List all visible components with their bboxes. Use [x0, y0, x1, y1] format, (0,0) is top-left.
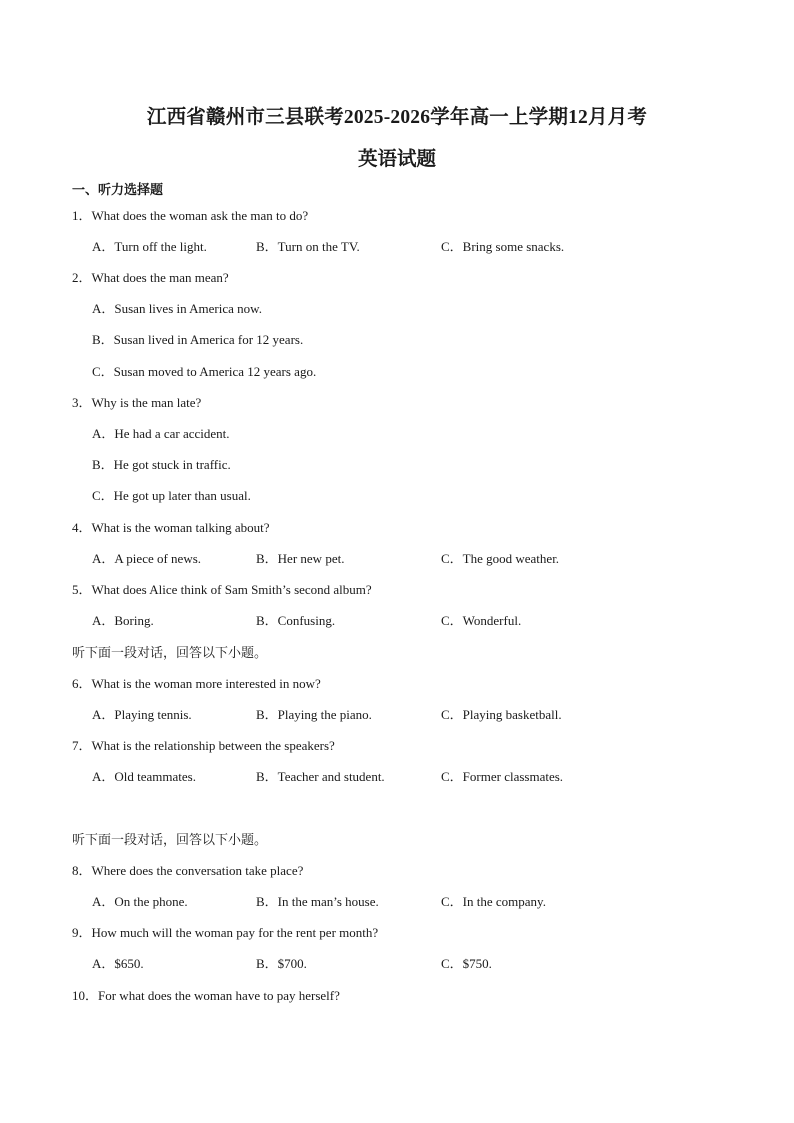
q1-option-a: A．Turn off the light. — [92, 239, 207, 254]
q9-option-b: B．$700. — [256, 956, 307, 971]
q7-option-c: C．Former classmates. — [441, 769, 564, 784]
q5-option-a: A．Boring. — [92, 613, 154, 628]
q1-option-c: C．Bring some snacks. — [441, 239, 565, 254]
question-6: 6．What is the woman more interested in now? — [72, 676, 321, 691]
question-2: 2．What does the man mean? — [72, 270, 229, 285]
question-4: 4．What is the woman talking about? — [72, 520, 270, 535]
section-heading: 一、听力选择题 — [72, 182, 164, 197]
question-3: 3．Why is the man late? — [72, 395, 202, 410]
q2-option-b: B．Susan lived in America for 12 years. — [92, 332, 304, 347]
q7-option-b: B．Teacher and student. — [256, 769, 385, 784]
listening-instruction: 听下面一段对话，回答以下小题。 — [72, 832, 268, 847]
q4-option-c: C．The good weather. — [441, 551, 560, 566]
q6-option-a: A．Playing tennis. — [92, 707, 192, 722]
q3-option-b: B．He got stuck in traffic. — [92, 457, 231, 472]
question-5: 5．What does Alice think of Sam Smith’s second album? — [72, 582, 372, 597]
q4-option-a: A．A piece of news. — [92, 551, 202, 566]
page-subtitle: 英语试题 — [357, 149, 436, 170]
q5-option-b: B．Confusing. — [256, 613, 336, 628]
q8-option-a: A．On the phone. — [92, 894, 188, 909]
q3-option-c: C．He got up later than usual. — [92, 488, 251, 503]
listening-instruction: 听下面一段对话，回答以下小题。 — [72, 645, 268, 660]
q3-option-a: A．He had a car accident. — [92, 426, 230, 441]
q2-option-c: C．Susan moved to America 12 years ago. — [92, 364, 317, 379]
question-9: 9．How much will the woman pay for the rent per month? — [72, 925, 379, 940]
question-8: 8．Where does the conversation take place? — [72, 863, 304, 878]
q9-option-c: C．$750. — [441, 956, 492, 971]
q6-option-c: C．Playing basketball. — [441, 707, 562, 722]
q9-option-a: A．$650. — [92, 956, 144, 971]
q5-option-c: C．Wonderful. — [441, 613, 522, 628]
q8-option-c: C．In the company. — [441, 894, 546, 909]
q1-option-b: B．Turn on the TV. — [256, 239, 360, 254]
q7-option-a: A．Old teammates. — [92, 769, 196, 784]
question-1: 1．What does the woman ask the man to do? — [72, 208, 309, 223]
q2-option-a: A．Susan lives in America now. — [92, 301, 262, 316]
q6-option-b: B．Playing the piano. — [256, 707, 372, 722]
page-title: 江西省赣州市三县联考2025-2026学年高一上学期12月月考 — [146, 107, 648, 128]
q4-option-b: B．Her new pet. — [256, 551, 345, 566]
question-7: 7．What is the relationship between the speakers? — [72, 738, 335, 753]
q8-option-b: B．In the man’s house. — [256, 894, 379, 909]
question-10: 10．For what does the woman have to pay herself? — [72, 988, 340, 1003]
